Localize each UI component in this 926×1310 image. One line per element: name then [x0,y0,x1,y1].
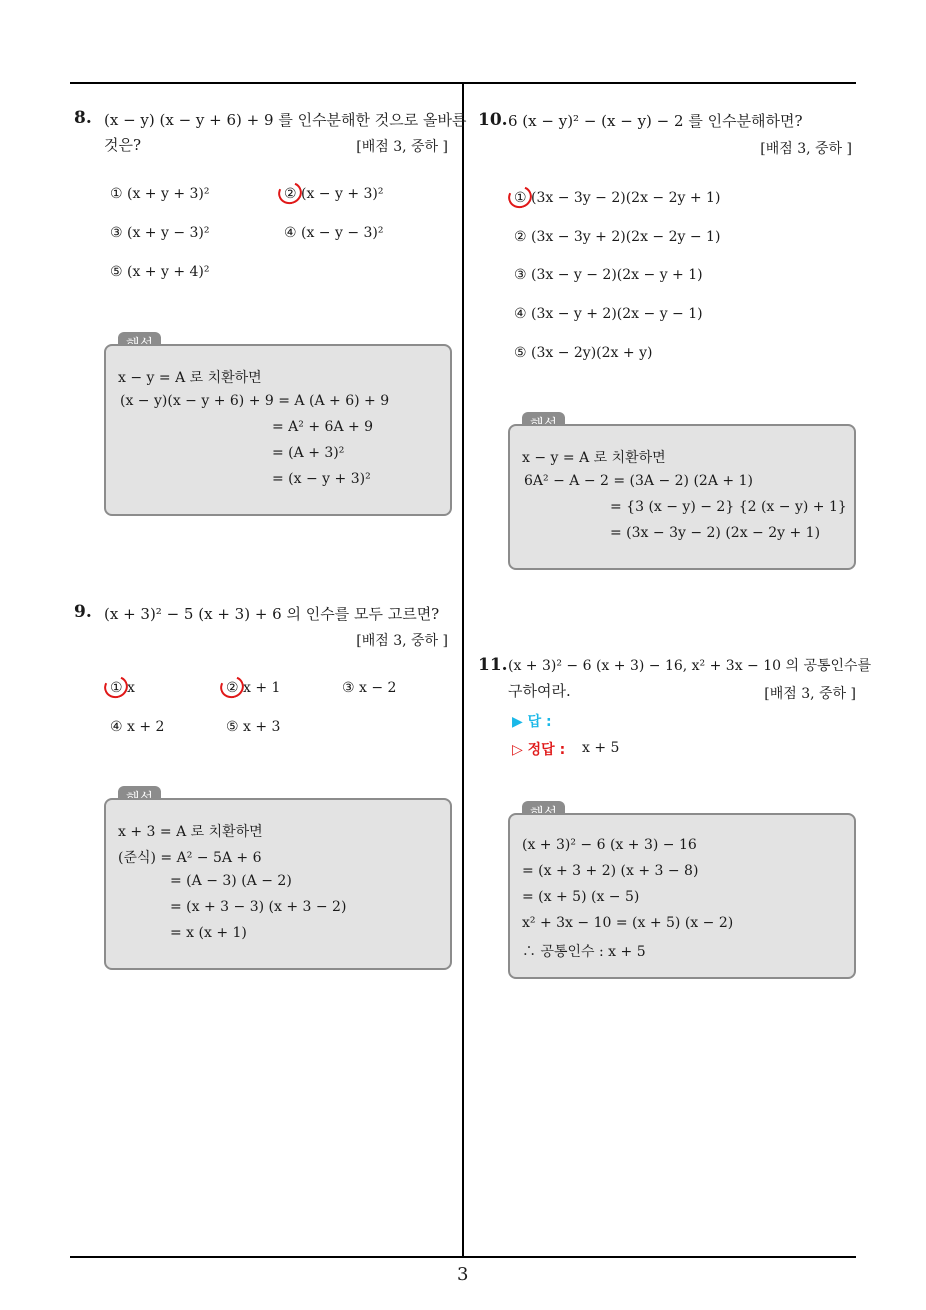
q11-score: [배점 3, 중하 ] [764,686,856,702]
q8-choice-1[interactable]: ① (x + y + 3)² [110,186,210,202]
q10-choice-3[interactable]: ③ (3x − y − 2)(2x − y + 1) [514,267,703,283]
q11-text-line2: 구하여라. [508,682,571,700]
q8-text-line2: 것은? [104,136,142,154]
page-number: 3 [457,1264,469,1285]
q8-text-line1: (x − y) (x − y + 6) + 9 를 인수분해한 것으로 올바른 [104,111,467,129]
q11-text-line1: (x + 3)² − 6 (x + 3) − 16, x² + 3x − 10 의 공통인수를 [508,658,872,674]
q8-solution-line: = A² + 6A + 9 [272,419,374,435]
q8-choice-5[interactable]: ⑤ (x + y + 4)² [110,264,210,280]
q8-solution-line: x − y = A 로 치환하면 [118,370,262,386]
q9-selected-mark-1-icon [101,673,131,702]
q9-score: [배점 3, 중하 ] [356,633,448,649]
column-divider [462,82,464,1258]
q8-solution-line: = (A + 3)² [272,445,345,461]
q9-number: 9. [74,602,92,622]
q10-text-line1: 6 (x − y)² − (x − y) − 2 를 인수분해하면? [508,112,803,130]
q10-choice-5[interactable]: ⑤ (3x − 2y)(2x + y) [514,345,653,361]
q8-number: 8. [74,108,92,128]
q8-selected-mark-icon [275,179,305,208]
q10-selected-mark-icon [505,183,535,212]
q9-choice-4[interactable]: ④ x + 2 [110,719,165,735]
q10-solution-line: = (3x − 3y − 2) (2x − 2y + 1) [610,525,821,541]
q11-number: 11. [478,655,508,675]
q10-solution-line: x − y = A 로 치환하면 [522,450,666,466]
q9-solution-line: (준식) = A² − 5A + 6 [118,850,262,866]
bottom-rule [70,1256,856,1258]
q8-choice-2[interactable]: ② (x − y + 3)² [284,186,384,202]
q9-choice-5[interactable]: ⑤ x + 3 [226,719,281,735]
q9-selected-mark-2-icon [217,673,247,702]
q10-solution-line: = {3 (x − y) − 2} {2 (x − y) + 1} [610,499,847,515]
q9-text-line1: (x + 3)² − 5 (x + 3) + 6 의 인수를 모두 고르면? [104,605,440,623]
q9-solution-line: x + 3 = A 로 치환하면 [118,824,263,840]
q11-answer-label: ▶ 답 : [512,714,552,730]
q9-choice-3[interactable]: ③ x − 2 [342,680,397,696]
q11-correct-label: ▷ 정답 : [512,742,566,758]
q11-correct-value: x + 5 [582,740,620,756]
q8-solution-line: (x − y)(x − y + 6) + 9 = A (A + 6) + 9 [120,393,390,409]
q8-solution-line: = (x − y + 3)² [272,471,371,487]
q11-solution-line: ∴ 공통인수 : x + 5 [522,944,646,960]
q9-solution-line: = (x + 3 − 3) (x + 3 − 2) [170,899,347,915]
q9-choice-2[interactable]: ② x + 1 [226,680,281,696]
q9-solution-line: = x (x + 1) [170,925,247,941]
q11-solution-line: = (x + 3 + 2) (x + 3 − 8) [522,863,699,879]
q8-score: [배점 3, 중하 ] [356,139,448,155]
q10-solution-line: 6A² − A − 2 = (3A − 2) (2A + 1) [524,473,753,489]
q10-solution-box [508,424,856,570]
q10-number: 10. [478,110,508,130]
q11-solution-line: (x + 3)² − 6 (x + 3) − 16 [522,837,697,853]
q10-score: [배점 3, 중하 ] [760,141,852,157]
q8-choice-3[interactable]: ③ (x + y − 3)² [110,225,210,241]
q10-choice-1[interactable]: ① (3x − 3y − 2)(2x − 2y + 1) [514,190,721,206]
q11-solution-line: x² + 3x − 10 = (x + 5) (x − 2) [522,915,734,931]
q10-choice-4[interactable]: ④ (3x − y + 2)(2x − y − 1) [514,306,703,322]
q8-choice-4[interactable]: ④ (x − y − 3)² [284,225,384,241]
q9-choice-1[interactable]: ① x [110,680,135,696]
q10-choice-2[interactable]: ② (3x − 3y + 2)(2x − 2y − 1) [514,229,721,245]
q9-solution-line: = (A − 3) (A − 2) [170,873,292,889]
q11-solution-line: = (x + 5) (x − 5) [522,889,640,905]
